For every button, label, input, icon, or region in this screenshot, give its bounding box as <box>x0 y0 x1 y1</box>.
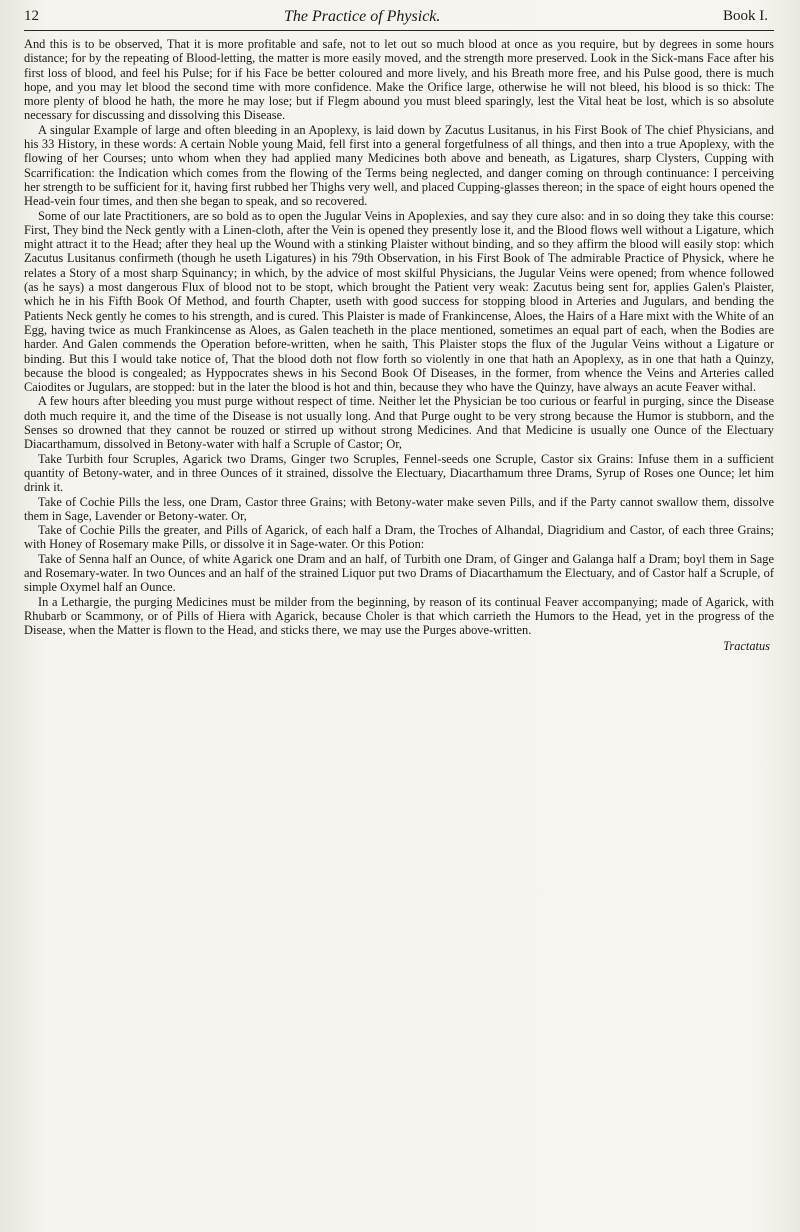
running-head <box>24 6 774 30</box>
paragraph-jugular-veins: Some of our late Practitioners, are so bold as to open the Jugular Veins in Apoplexies, and say they cure also: and in so doing they take this course: First, They bind the Neck gently with a Linen-cloth, after the Vein is opened they presently lose it, and the Blood flows well without a Ligature, which might attract it to the Head; after they heal up the Wound with a stinking Plaister without binding, and so they affirm the blood will easily stop: which Zacutus Lusitanus confirmeth (though he useth Ligatures) in his 79th Observation, in his First Book of The admirable Practice of Physick, where he relates a Story of a most sharp Squinancy; in which, by the advice of most skilful Physicians, the Jugular Veins were opened; from whence followed (as he says) a most dangerous Flux of blood not to be stopt, which brought the Patient very weak: Zacutus being sent for, applies Galen's Plaister, which he in his Fifth Book Of Method, and fourth Chapter, useth with good success for stopping blood in Arteries and Jugulars, and bending the Patients Neck gently he comes to his strength, and is cured. This Plaister is made of Frankincense, Aloes, the Hairs of a Hare mixt with the White of an Egg, having twice as much Frankincense as Aloes, as Galen teacheth in the place mentioned, sometimes an equal part of each, when the Bodies are harder. And Galen commends the Operation before-written, when he saith, This Plaister stops the flux of the Jugular Veins without a Ligature or binding. But this I would take notice of, That the blood doth not flow forth so violently in one that hath an Apoplexy, as in one that hath a Quinzy, because the blood is congealed; as Hyppocrates shews in his Second Book Of Diseases, in the former, from whence the Veins and Arteries called Caiodites or Jugulars, are stopped: but in the later the blood is hot and thin, because they who have the Quinzy, have always an acute Feaver withal. <box>24 208 774 395</box>
catchword: Tractatus <box>723 639 770 654</box>
paragraph-bloodletting: And this is to be observed, That it is more profitable and safe, not to let out so much blood at once as you require, but by degrees in some hours distance; for by the repeating of Blood-letting, the matter is more easily moved, and the strength more preserved. Look in the Sick-mans Face after his first loss of blood, and feel his Pulse; for if his Face be better coloured and more lively, and his Breath more free, and his Pulse good, there is much hope, and you may let blood the second time with more confidence. Make the Orifice large, otherwise he will not bleed, his blood is so thick: The more plenty of blood he hath, the more he may lose; but if Flegm abound you must bleed sparingly, lest the Vital heat be lost, which is so absolute necessary for discussing and dissolving this Disease. <box>24 37 774 123</box>
recipe-cochie-greater: Take of Cochie Pills the greater, and Pills of Agarick, of each half a Dram, the Troches of Alhandal, Diagridium and Castor, of each three Grains; with Honey of Rosemary make Pills, or dissolve it in Sage-water. Or this Potion: <box>24 523 774 552</box>
page-number: 12 <box>24 8 39 24</box>
running-title: The Practice of Physick. <box>284 8 441 25</box>
paragraph-example: A singular Example of large and often bleeding in an Apoplexy, is laid down by Zacutus Lusitanus, in his First Book of The chief Physicians, and his 33 History, in these words: A certain Noble young Maid, fell first into a general forgetfulness of all things, and then into a true Apoplexy, with the flowing of her Courses; unto whom when they had applied many Medicines both above and beneath, as Ligatures, sharp Clysters, Cupping with Scarrification: the Indication which comes from the flowing of the Terms being neglected, and danger coming on through continuance: I perceiving her strength to be sufficient for it, having first rubbed her Thighs very well, and placed Cupping-glasses thereon; in the space of eight hours opened the Head-vein four times, and then she began to speak, and so recovered. <box>24 122 774 209</box>
recipe-cochie-less: Take of Cochie Pills the less, one Dram, Castor three Grains; with Betony-water make seven Pills, and if the Party cannot swallow them, dissolve them in Sage, Lavender or Betony-water. Or, <box>24 494 774 523</box>
header-rule <box>24 30 774 31</box>
page-body <box>24 37 774 637</box>
paragraph-lethargie: In a Lethargie, the purging Medicines must be milder from the beginning, by reason of its continual Feaver accompanying; made of Agarick, with Rhubarb or Scammony, or of Pills of Hiera with Agarick, because Choler is that which carrieth the Humors to the Head, yet in the progress of the Disease, when the Matter is flown to the Head, and sticks there, we may use the Purges above-written. <box>24 594 774 638</box>
paragraph-purging: A few hours after bleeding you must purge without respect of time. Neither let the Physician be too curious or fearful in purging, since the Disease doth much require it, and the time of the Disease is not usually long. And that Purge ought to be very strong because the Humor is stubborn, and the Senses so drowned that they cannot be rouzed or stirred up without strong Medicines. And that Medicine is usually one Ounce of the Electuary Diacarthamum, dissolved in Betony-water with half a Scruple of Castor; Or, <box>24 394 774 452</box>
book-label: Book I. <box>723 8 768 24</box>
recipe-turbith: Take Turbith four Scruples, Agarick two Drams, Ginger two Scruples, Fennel-seeds one Scruple, Castor six Grains: Infuse them in a sufficient quantity of Betony-water, and in three Ounces of it strained, dissolve the Electuary, Diacarthamum three Drams, Syrup of Roses one Ounce; let him drink it. <box>24 451 774 495</box>
recipe-senna-potion: Take of Senna half an Ounce, of white Agarick one Dram and an half, of Turbith one Dram, of Ginger and Galanga half a Dram; boyl them in Sage and Rosemary-water. In two Ounces and an half of the strained Liquor put two Drams of Diacarthamum the Electuary, and of Castor half a Scruple, of simple Oxymel half an Ounce. <box>24 551 774 595</box>
